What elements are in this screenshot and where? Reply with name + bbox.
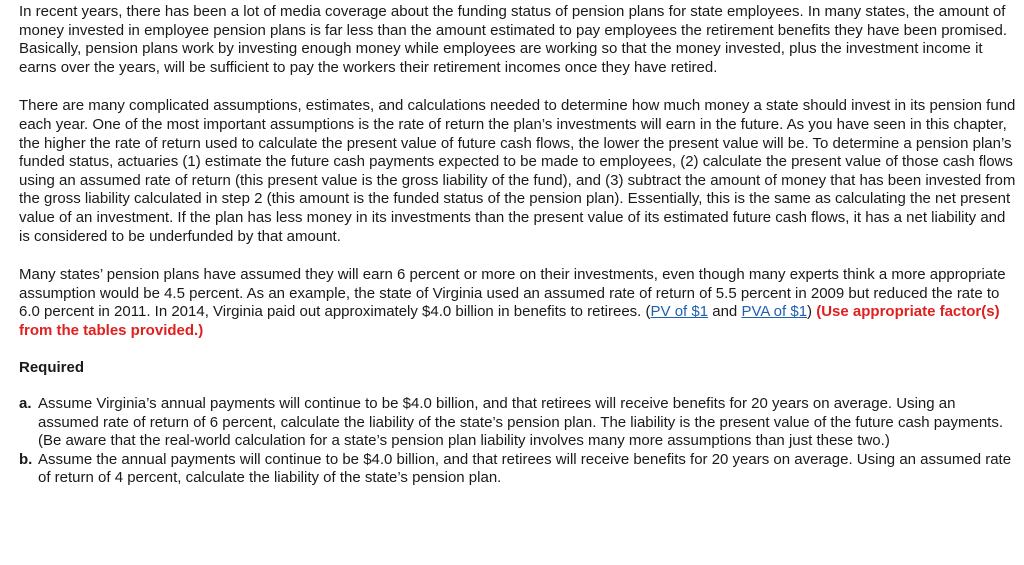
item-text: Assume Virginia’s annual payments will continue to be $4.0 billion, and that retirees will receive benefits for 20 years on average. Using an assumed rate of return of 6 percent, calculate the liability of the state’s pension plan. The liability is the present value of the future cash payments. (Be aware that the real-world calculation for a state’s pension plan liability involves many more assumptions than just these two.) xyxy=(38,395,1003,450)
item-text: Assume the annual payments will continue to be $4.0 billion, and that retirees will receive benefits for 20 years on average. Using an assumed rate of return of 4 percent, calculate the liability of the state’s pension plan. xyxy=(38,450,1012,487)
virginia-paragraph-text: Many states’ pension plans have assumed they will earn 6 percent or more on their investments, even though many experts think a more appropriate assumption would be 4.5 percent. As an example, the state of Virginia used an assumed rate of return of 5.5 percent in 2009 but reduced the rate to 6.0 percent in 2011. In 2014, Virginia paid out approximately $4.0 billion in benefits to retirees. ( xyxy=(19,266,1006,321)
intro-paragraph: In recent years, there has been a lot of media coverage about the funding status of pension plans for state employees. In many states, the amount of money invested in employee pension plans is far less than the amount estimated to pay employees the retirement benefits they have been promised. Basically, pension plans work by investing enough money while employees are working so that the money invested, plus the investment income it earns over the years, will be sufficient to pay the workers their retirement incomes once they have retired. xyxy=(19,3,1008,76)
required-heading: Required xyxy=(19,358,85,376)
item-letter: b. xyxy=(19,450,33,468)
virginia-paragraph xyxy=(19,266,1018,340)
pv-of-1-link[interactable]: PV of $1 xyxy=(650,303,709,321)
item-letter: a. xyxy=(19,395,32,413)
required-list xyxy=(19,395,1018,488)
required-item-a xyxy=(19,395,1018,451)
pva-of-1-link[interactable]: PVA of $1 xyxy=(741,303,808,321)
required-item-b xyxy=(19,451,1018,488)
tables-instruction: (Use appropriate factor(s) from the tables provided.) xyxy=(19,303,1000,339)
close-paren-text: ) xyxy=(807,303,817,321)
assumptions-paragraph: There are many complicated assumptions, estimates, and calculations needed to determine how much money a state should invest in its pension fund each year. One of the most important assumptions is the rate of return the plan’s investments will earn in the future. As you have seen in this chapter, the higher the rate of return used to calculate the present value of future cash flows, the lower the present value will be. To determine a pension plan’s funded status, actuaries (1) estimate the future cash payments expected to be made to employees, (2) calculate the present value of those cash flows using an assumed rate of return (this present value is the gross liability of the fund), and (3) subtract the amount of money that has been invested from the gross liability calculated in step 2 (this amount is the funded status of the pension plan). Essentially, this is the same as calculating the net present value of an investment. If the plan has less money in its investments than the present value of its estimated future cash flows, it has a net liability and is considered to be underfunded by that amount. xyxy=(19,97,1016,245)
and-text: and xyxy=(708,303,742,321)
